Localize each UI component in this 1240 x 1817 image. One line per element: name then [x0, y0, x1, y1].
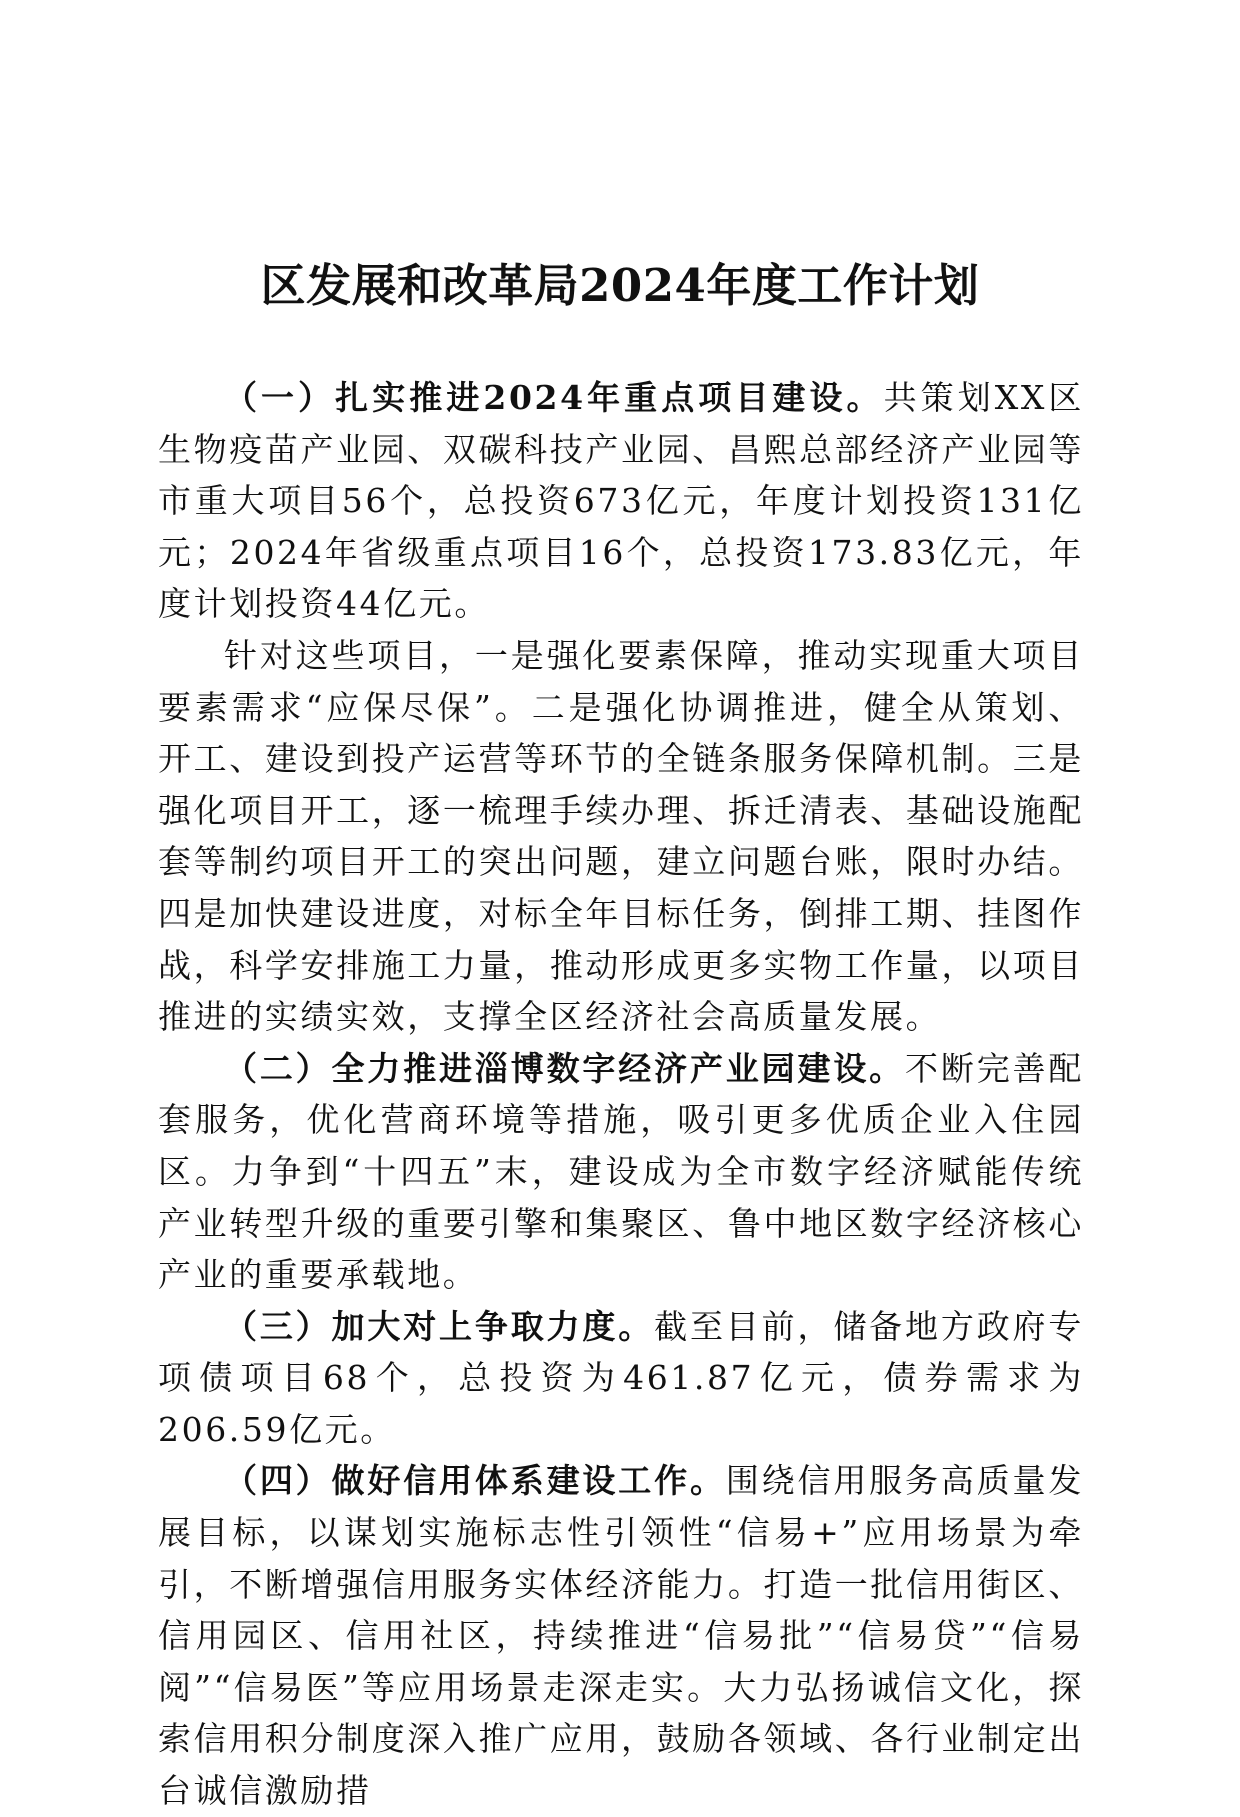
document-title: 区发展和改革局2024年度工作计划 — [260, 259, 980, 312]
paragraph-project-measures — [158, 630, 1084, 1043]
paragraph-heading: （一）扎实推进2024年重点项目建设。 — [224, 378, 884, 417]
paragraph-credit-system — [158, 1455, 1084, 1816]
paragraph-heading: （四）做好信用体系建设工作。 — [224, 1461, 726, 1501]
paragraph-digital-economy-park — [158, 1043, 1084, 1301]
paragraph-special-bonds — [158, 1301, 1084, 1456]
document-body — [158, 372, 1084, 1817]
paragraph-text: 截至目前，储备地方政府专项债项目68个，总投资为461.87亿元，债券需求为206.59亿元。 — [158, 1306, 1085, 1449]
paragraph-heading: （二）全力推进淄博数字经济产业园建设。 — [224, 1048, 906, 1088]
paragraph-text: 围绕信用服务高质量发展目标，以谋划实施标志性引领性“信易+”应用场景为牵引，不断增强信用服务实体经济能力。打造一批信用街区、信用园区、信用社区，持续推进“信易批”“信易贷”“信易阅”“信易医”等应用场景走深走实。大力弘扬诚信文化，探索信用积分制度深入推广应用，鼓励各领域、各行业制定出台诚信激励措 — [158, 1461, 1085, 1811]
paragraph-text: 共策划XX区生物疫苗产业园、双碳科技产业园、昌熙总部经济产业园等市重大项目56个，总投资673亿元，年度计划投资131亿元；2024年省级重点项目16个，总投资173.83亿元，年度计划投资44亿元。 — [158, 378, 1084, 624]
paragraph-heading: （三）加大对上争取力度。 — [224, 1306, 655, 1346]
paragraph-text: 针对这些项目，一是强化要素保障，推动实现重大项目要素需求“应保尽保”。二是强化协调推进，健全从策划、开工、建设到投产运营等环节的全链条服务保障机制。三是强化项目开工，逐一梳理手续办理、拆迁清表、基础设施配套等制约项目开工的突出问题，建立问题台账，限时办结。四是加快建设进度，对标全年目标任务，倒排工期、挂图作战，科学安排施工力量，推动形成更多实物工作量，以项目推进的实绩实效，支撑全区经济社会高质量发展。 — [158, 635, 1084, 1037]
paragraph-text: 不断完善配套服务，优化营商环境等措施，吸引更多优质企业入住园区。力争到“十四五”末，建设成为全市数字经济赋能传统产业转型升级的重要引擎和集聚区、鲁中地区数字经济核心产业的重要承载地。 — [158, 1048, 1085, 1295]
paragraph-key-projects — [158, 372, 1084, 630]
